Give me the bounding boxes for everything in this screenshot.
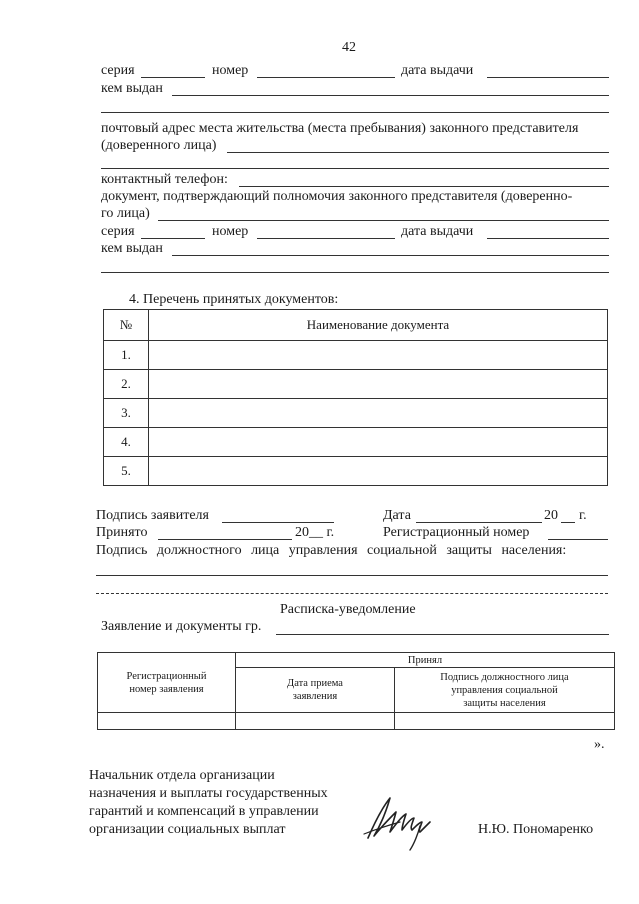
receipt-statement-label: Заявление и документы гр.	[101, 619, 262, 634]
document-name-cell[interactable]	[149, 428, 608, 457]
handwritten-signature	[360, 786, 442, 852]
row-number: 3.	[104, 399, 149, 428]
data-vydachi-label-2: дата выдачи	[401, 224, 474, 239]
position-line2: назначения и выплаты государственных	[89, 786, 328, 801]
signatory-name: Н.Ю. Пономаренко	[478, 822, 594, 837]
docs-table	[103, 309, 608, 486]
seria-label-1: серия	[101, 63, 135, 78]
table-row	[104, 399, 608, 428]
nomer-label-2: номер	[212, 224, 249, 239]
col-num-header: №	[104, 310, 149, 341]
kem-vydan-field-2[interactable]	[172, 255, 609, 256]
nomer-field-1[interactable]	[257, 77, 395, 78]
reg-number-label: Регистрационный номер	[383, 525, 530, 540]
authority-label-line2: го лица)	[101, 206, 150, 221]
receipt-table	[97, 652, 615, 730]
kem-vydan-field-1[interactable]	[172, 95, 609, 96]
receipt-header-row-1	[98, 653, 615, 668]
table-row	[104, 341, 608, 370]
year-prefix: 20	[544, 508, 558, 523]
page-number: 42	[342, 40, 356, 55]
kem-vydan-field-1b[interactable]	[101, 112, 609, 113]
applicant-signature-label: Подпись заявителя	[96, 508, 209, 523]
row-number: 2.	[104, 370, 149, 399]
reg-number-field[interactable]	[548, 539, 608, 540]
seria-label-2: серия	[101, 224, 135, 239]
year-field[interactable]	[561, 522, 575, 523]
date-field[interactable]	[416, 522, 542, 523]
table-row	[98, 713, 615, 730]
position-line4: организации социальных выплат	[89, 822, 286, 837]
document-name-cell[interactable]	[149, 399, 608, 428]
signature-cell[interactable]	[395, 713, 615, 730]
accepted-date-field[interactable]	[158, 539, 292, 540]
kem-vydan-field-2b[interactable]	[101, 272, 609, 273]
data-vydachi-label-1: дата выдачи	[401, 63, 474, 78]
date-label: Дата	[383, 508, 411, 523]
seria-field-2[interactable]	[141, 238, 205, 239]
kem-vydan-label-1: кем выдан	[101, 81, 163, 96]
data-vydachi-field-2[interactable]	[487, 238, 609, 239]
phone-field[interactable]	[239, 186, 609, 187]
nomer-label-1: номер	[212, 63, 249, 78]
receipt-name-field[interactable]	[276, 634, 609, 635]
col-sig-line3: защиты населения	[463, 697, 546, 709]
phone-label: контактный телефон:	[101, 172, 228, 187]
address-field-b[interactable]	[101, 168, 609, 169]
kem-vydan-label-2: кем выдан	[101, 241, 163, 256]
reg-number-cell[interactable]	[98, 713, 236, 730]
document-name-cell[interactable]	[149, 341, 608, 370]
official-signature-field[interactable]	[96, 575, 608, 576]
address-label-line1: почтовый адрес места жительства (места пребывания) законного представителя	[101, 121, 579, 136]
accepted-year: 20__ г.	[295, 525, 335, 540]
position-line3: гарантий и компенсаций в управлении	[89, 804, 319, 819]
authority-label-line1: документ, подтверждающий полномочия законного представителя (доверенно-	[101, 189, 573, 204]
authority-field[interactable]	[158, 220, 609, 221]
col-sig-line1: Подпись должностного лица	[440, 671, 569, 683]
col-sig-header	[395, 668, 615, 713]
col-reg-line1: Регистрационный	[126, 670, 207, 682]
col-accepted-header: Принял	[236, 653, 615, 668]
col-date-line1: Дата приема	[287, 678, 343, 689]
table-row	[104, 428, 608, 457]
col-date-header	[236, 668, 395, 713]
document-name-cell[interactable]	[149, 457, 608, 486]
data-vydachi-field-1[interactable]	[487, 77, 609, 78]
docs-table-header	[104, 310, 608, 341]
official-signature-label: Подпись должностного лица управления социальной защиты населения:	[96, 543, 567, 558]
col-date-line2: заявления	[292, 691, 338, 702]
receipt-title: Расписка-уведомление	[280, 602, 416, 617]
address-label-line2: (доверенного лица)	[101, 138, 217, 153]
row-number: 5.	[104, 457, 149, 486]
position-line1: Начальник отдела организации	[89, 768, 275, 783]
docs-list-heading: 4. Перечень принятых документов:	[129, 292, 339, 307]
year-g: г.	[579, 508, 587, 523]
col-name-header: Наименование документа	[149, 310, 608, 341]
col-sig-line2: управления социальной	[451, 684, 558, 696]
closing-quote: ».	[594, 737, 605, 752]
seria-field-1[interactable]	[141, 77, 205, 78]
document-name-cell[interactable]	[149, 370, 608, 399]
row-number: 4.	[104, 428, 149, 457]
row-number: 1.	[104, 341, 149, 370]
table-row	[104, 370, 608, 399]
address-field[interactable]	[227, 152, 609, 153]
accepted-label: Принято	[96, 525, 148, 540]
col-reg-line2: номер заявления	[129, 683, 204, 695]
table-row	[104, 457, 608, 486]
col-reg-header	[98, 653, 236, 713]
nomer-field-2[interactable]	[257, 238, 395, 239]
applicant-signature-field[interactable]	[222, 522, 334, 523]
date-cell[interactable]	[236, 713, 395, 730]
cut-line	[96, 593, 608, 594]
